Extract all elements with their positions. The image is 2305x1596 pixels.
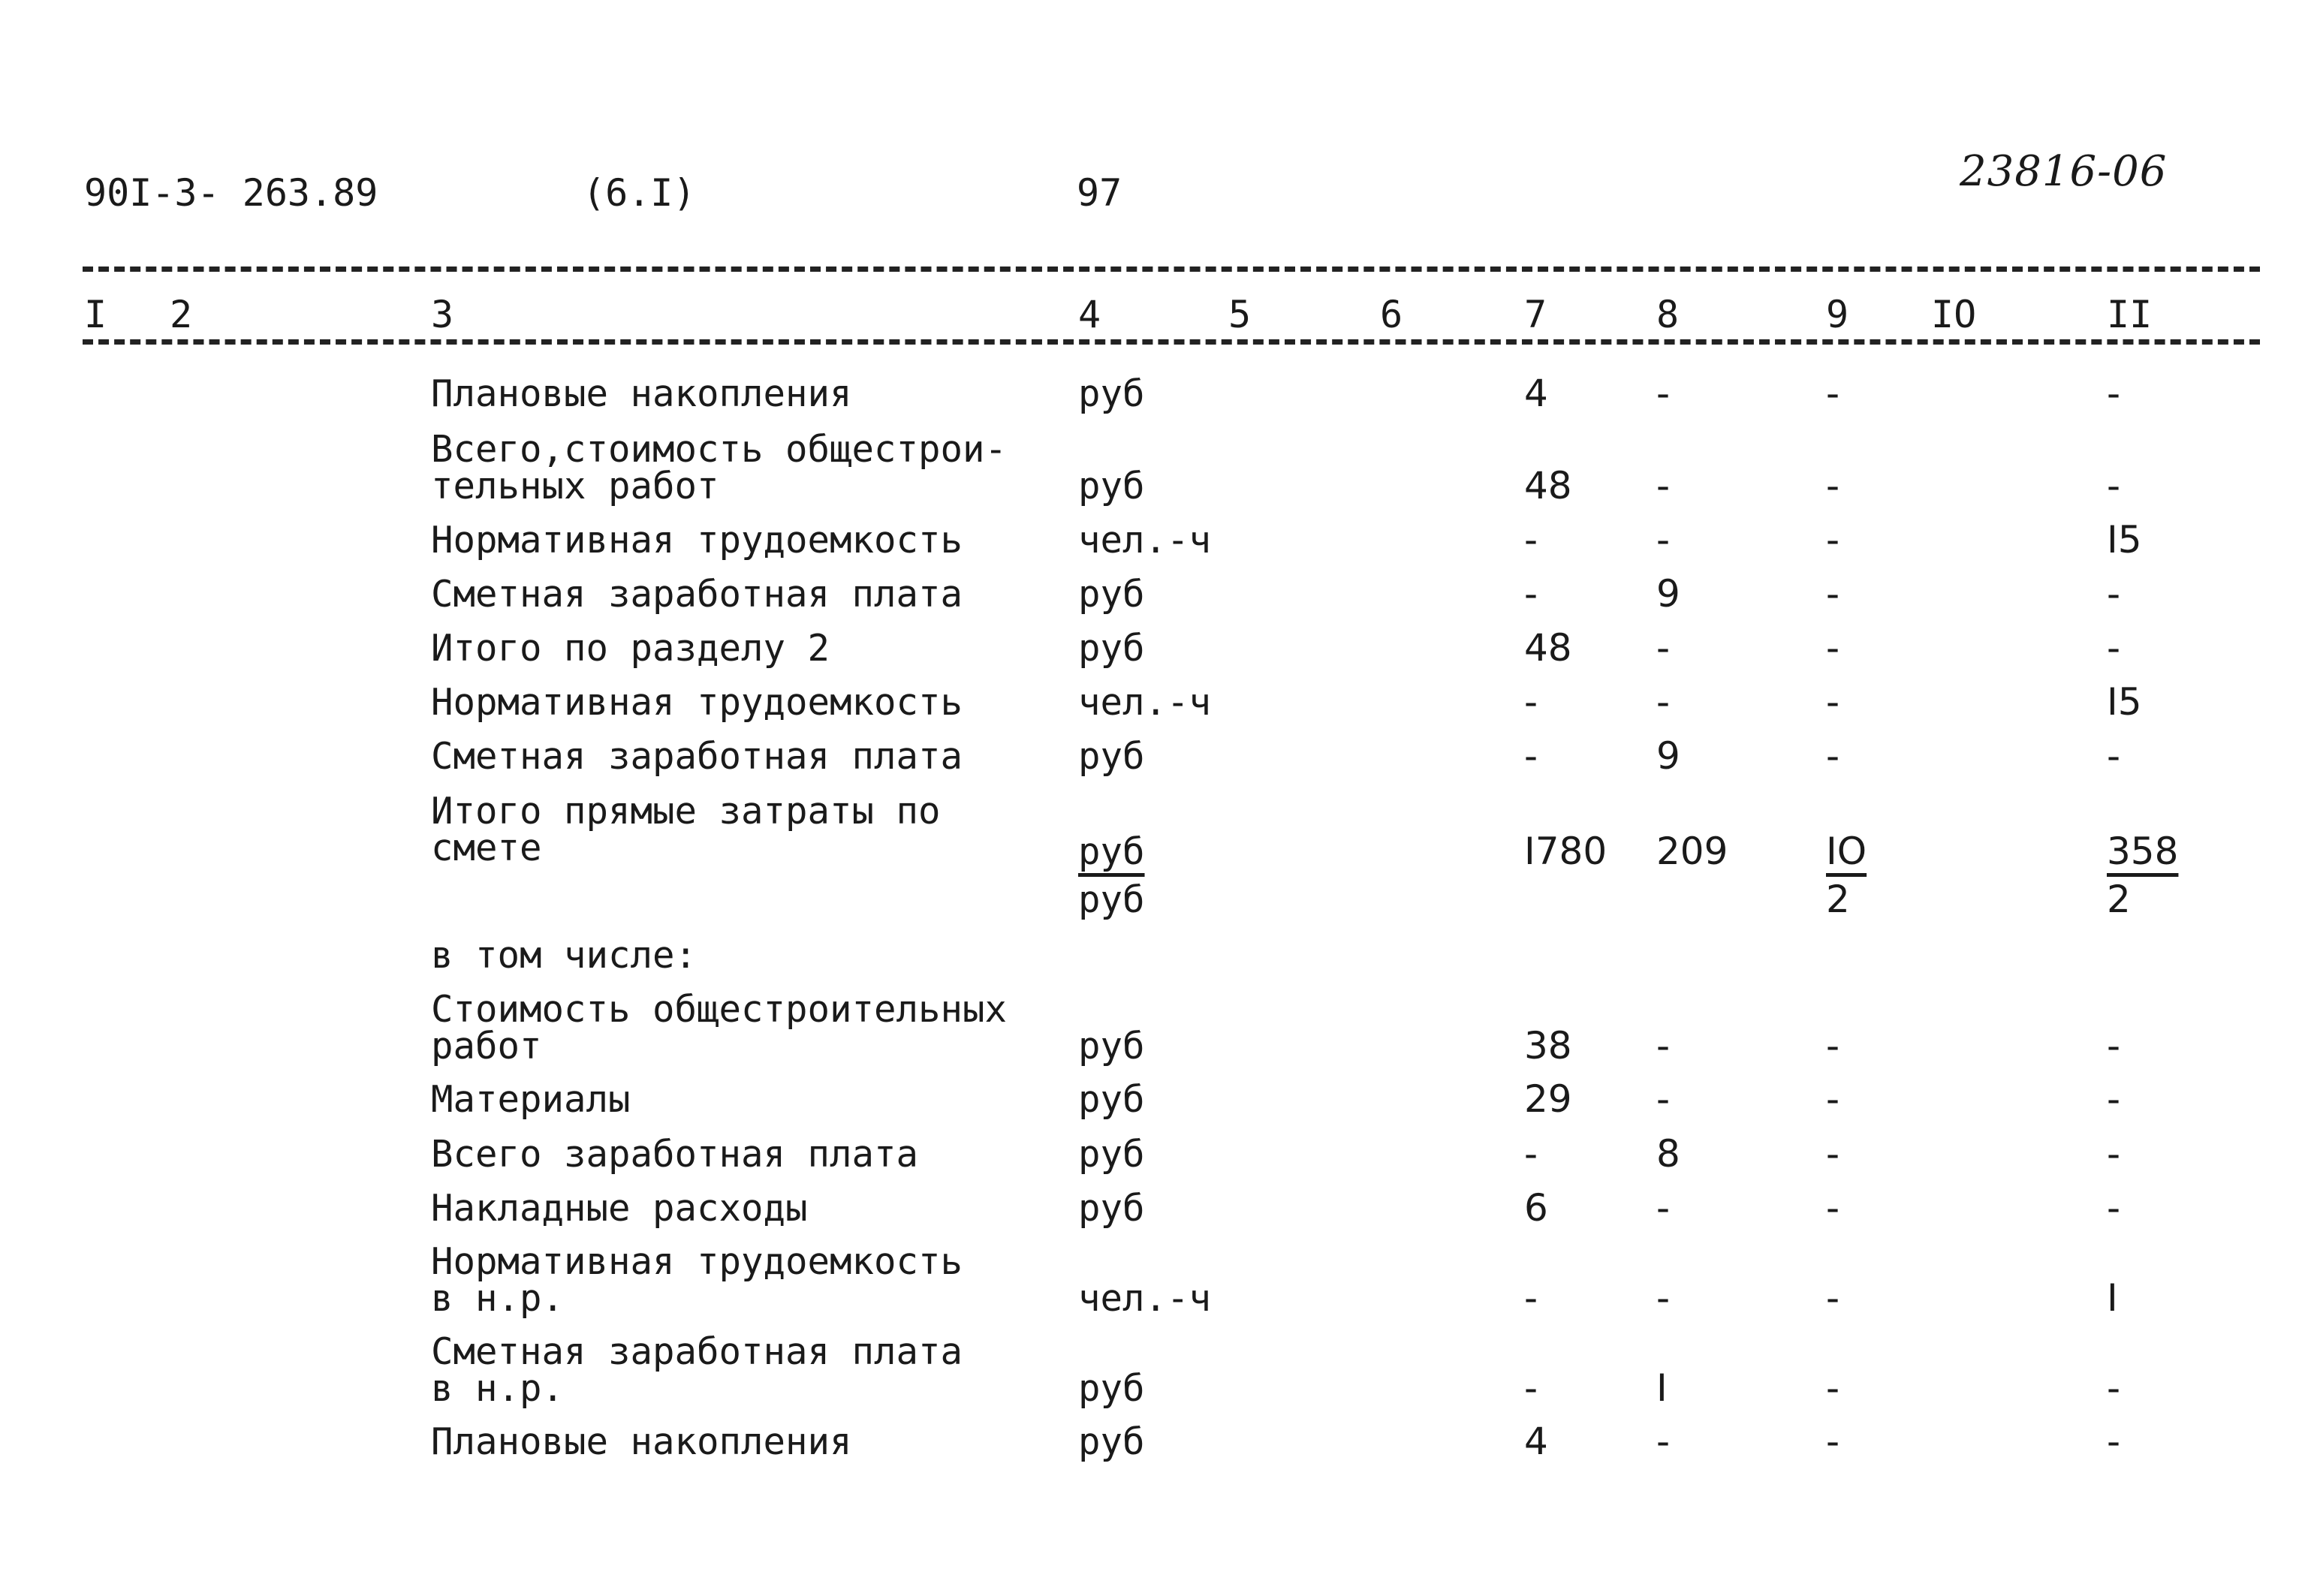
column-header-rule — [83, 339, 2260, 345]
row-unit: руб — [1078, 830, 1145, 873]
col9-value: - — [1826, 572, 1840, 616]
row-unit: руб — [1078, 735, 1145, 778]
column-number: 8 — [1656, 293, 1680, 336]
col7-value: - — [1524, 1366, 1538, 1410]
col7-value: - — [1524, 680, 1538, 724]
col11-value: - — [2107, 1420, 2121, 1463]
col7-value: - — [1524, 572, 1538, 616]
col8-value: - — [1656, 1186, 1671, 1230]
row-unit: руб — [1078, 573, 1145, 616]
col11-value: I — [2107, 1276, 2118, 1320]
column-number: 6 — [1380, 293, 1403, 336]
col9-value: - — [1826, 680, 1840, 724]
row-label: Материалы — [431, 1078, 631, 1121]
document-code: 90I-3- 263.89 — [84, 171, 378, 215]
top-dashed-rule — [83, 267, 2260, 272]
col8-value: - — [1656, 464, 1671, 507]
row-label: Итого прямые затраты по смете — [431, 790, 941, 869]
section-number: (6.I) — [583, 171, 696, 215]
col11-value: - — [2107, 372, 2121, 415]
col7-value: - — [1524, 518, 1538, 562]
col7-value: - — [1524, 1276, 1538, 1320]
col11-value: I5 — [2107, 518, 2142, 562]
col8-value: - — [1656, 518, 1671, 562]
col7-value: 48 — [1524, 464, 1572, 507]
column-number: 9 — [1826, 293, 1849, 336]
column-number: 7 — [1524, 293, 1547, 336]
row-label: Плановые накопления — [431, 372, 852, 415]
col11-value: - — [2107, 1132, 2121, 1176]
col11-value: - — [2107, 464, 2121, 507]
row-label: Нормативная трудоемкость — [431, 519, 963, 562]
col11-value: - — [2107, 572, 2121, 616]
col9-value: - — [1826, 1276, 1840, 1320]
row-unit: чел.-ч — [1078, 681, 1212, 724]
col7-value: I780 — [1524, 830, 1607, 873]
col9-value: - — [1826, 734, 1840, 778]
col7-value: - — [1524, 1132, 1538, 1176]
column-number: 2 — [170, 293, 193, 336]
handwritten-stamp: 23816-06 — [1960, 147, 2168, 196]
col9-value: - — [1826, 1077, 1840, 1121]
column-number: IO — [1931, 293, 1977, 336]
col7-value: 6 — [1524, 1186, 1548, 1230]
col11-value: - — [2107, 734, 2121, 778]
row-label: Накладные расходы — [431, 1187, 808, 1230]
col11-value: 2 — [2107, 878, 2131, 921]
row-unit: чел.-ч — [1078, 519, 1212, 562]
col8-value: 9 — [1656, 572, 1680, 616]
col9-value: - — [1826, 372, 1840, 415]
column-number: 3 — [431, 293, 454, 336]
row-unit: руб — [1078, 1367, 1145, 1410]
col9-value: - — [1826, 464, 1840, 507]
row-label: Сметная заработная плата в н.р. — [431, 1330, 963, 1410]
column-number: 5 — [1228, 293, 1252, 336]
col9-value: 2 — [1826, 878, 1850, 921]
col11-value: - — [2107, 1366, 2121, 1410]
row-unit: руб — [1078, 1025, 1145, 1068]
page-number: 97 — [1077, 171, 1122, 215]
col11-value: - — [2107, 626, 2121, 670]
col8-value: 8 — [1656, 1132, 1680, 1176]
row-unit: руб — [1078, 627, 1145, 670]
col11-value: I5 — [2107, 680, 2142, 724]
col7-value: - — [1524, 734, 1538, 778]
row-unit: руб — [1078, 1078, 1145, 1121]
col8-value: 209 — [1656, 830, 1728, 873]
col8-value: - — [1656, 1276, 1671, 1320]
col8-value: - — [1656, 1024, 1671, 1068]
column-number: I — [84, 293, 107, 336]
col8-value: - — [1656, 372, 1671, 415]
row-label: в том числе: — [431, 934, 698, 977]
col11-value: - — [2107, 1077, 2121, 1121]
row-unit: руб — [1078, 1420, 1145, 1463]
row-label: Нормативная трудоемкость в н.р. — [431, 1240, 963, 1320]
col7-value: 38 — [1524, 1024, 1572, 1068]
row-label: Всего заработная плата — [431, 1133, 919, 1176]
row-label: Нормативная трудоемкость — [431, 681, 963, 724]
row-unit: руб — [1078, 372, 1145, 415]
col7-value: 4 — [1524, 372, 1548, 415]
col7-value: 4 — [1524, 1420, 1548, 1463]
column-number: II — [2107, 293, 2153, 336]
col11-value: - — [2107, 1186, 2121, 1230]
col8-value: 9 — [1656, 734, 1680, 778]
col11-value: - — [2107, 1024, 2121, 1068]
col8-value: I — [1656, 1366, 1668, 1410]
row-label: Итого по разделу 2 — [431, 627, 830, 670]
row-unit: чел.-ч — [1078, 1277, 1212, 1320]
col9-value: IO — [1826, 830, 1867, 873]
row-unit: руб — [1078, 1133, 1145, 1176]
col9-value: - — [1826, 1420, 1840, 1463]
row-label: Всего,стоимость общестрои- тельных работ — [431, 428, 1008, 507]
col7-value: 29 — [1524, 1077, 1572, 1121]
col8-value: - — [1656, 1420, 1671, 1463]
col9-value: - — [1826, 626, 1840, 670]
row-unit: руб — [1078, 465, 1145, 507]
col7-value: 48 — [1524, 626, 1572, 670]
row-label: Сметная заработная плата — [431, 735, 963, 778]
row-label: Сметная заработная плата — [431, 573, 963, 616]
row-label: Стоимость общестроительных работ — [431, 988, 1008, 1068]
col9-value: - — [1826, 1366, 1840, 1410]
col9-value: - — [1826, 518, 1840, 562]
row-unit: руб — [1078, 1187, 1145, 1230]
col9-value: - — [1826, 1132, 1840, 1176]
row-label: Плановые накопления — [431, 1420, 852, 1463]
column-number: 4 — [1078, 293, 1101, 336]
col9-value: - — [1826, 1186, 1840, 1230]
col8-value: - — [1656, 680, 1671, 724]
col8-value: - — [1656, 1077, 1671, 1121]
col8-value: - — [1656, 626, 1671, 670]
col11-value: 358 — [2107, 830, 2179, 873]
row-unit: руб — [1078, 878, 1145, 921]
col9-value: - — [1826, 1024, 1840, 1068]
